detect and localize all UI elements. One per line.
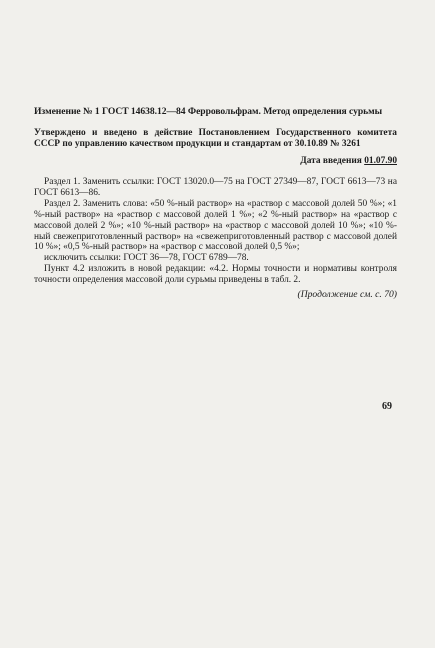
amendment-body bbox=[34, 177, 397, 286]
document-page bbox=[34, 106, 397, 300]
paragraph-section-2: Раздел 2. Заменить слова: «50 %-ный раствор» на «раствор с массовой долей 50 %»; «1 %-ный раствор» на «раствор с массовой долей 1 %»; «2 %-ный раствор» на «раствор с массовой долей 2 %»; «10 %-ный раствор» на «раствор с массовой долей 10 %»; «10 %-ный свежеприготовленный раствор» на «свежеприготовленный раствор с массовой долей 10 %»; «0,5 %-ный раствор» на «раствор с массовой долей 0,5 %»; bbox=[34, 198, 397, 253]
paragraph-exclude-refs: исключить ссылки: ГОСТ 36—78, ГОСТ 6789—78. bbox=[44, 253, 249, 264]
paragraph-clause-4-2: Пункт 4.2 изложить в новой редакции: «4.2. Нормы точности и нормативы контроля точности определения массовой доли сурьмы приведены в табл. 2. bbox=[34, 264, 397, 286]
effective-date-line bbox=[34, 156, 397, 167]
approval-statement: Утверждено и введено в действие Постановлением Государственного комитета СССР по управлению качеством продукции и стандартам от 30.10.89 № 3261 bbox=[34, 128, 397, 149]
page-number: 69 bbox=[382, 401, 392, 412]
document-heading: Изменение № 1 ГОСТ 14638.12—84 Ферровольфрам. Метод определения сурьмы bbox=[34, 106, 383, 117]
paragraph-section-1: Раздел 1. Заменить ссылки: ГОСТ 13020.0—75 на ГОСТ 27349—87, ГОСТ 6613—73 на ГОСТ 6613—86. bbox=[34, 177, 397, 198]
effective-date-value: 01.07.90 bbox=[364, 156, 397, 166]
effective-date-label: Дата введения bbox=[300, 156, 362, 166]
continuation-note: (Продолжение см. с. 70) bbox=[297, 289, 397, 301]
